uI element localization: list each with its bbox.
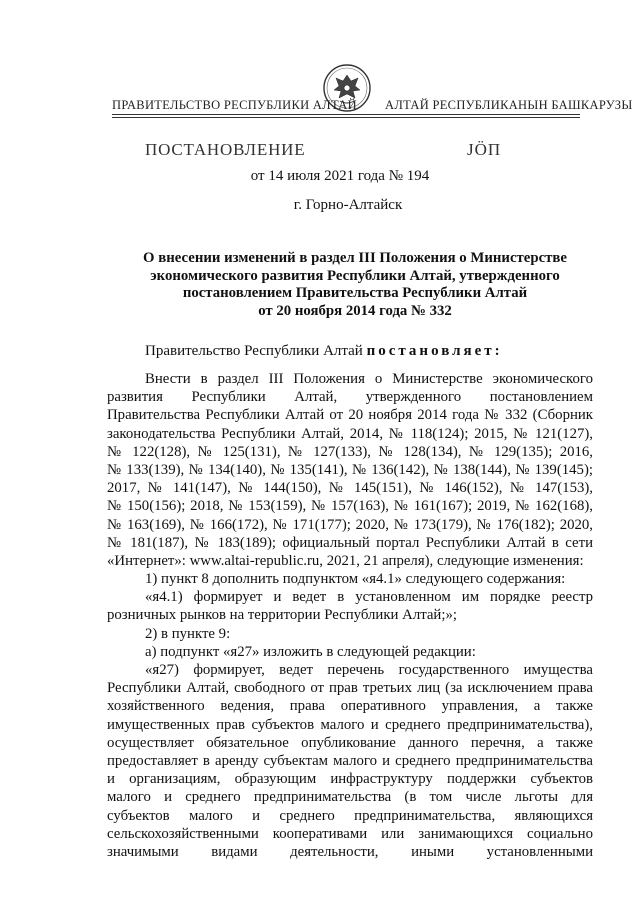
header-rule (112, 114, 580, 115)
document-body (107, 370, 593, 861)
doc-type-ru: ПОСТАНОВЛЕНИЕ (145, 140, 306, 159)
doc-type-alt: ЈӦП (467, 140, 502, 159)
title-line: постановлением Правительства Республики Алтай (182, 285, 528, 301)
body-line: розничных рынков на территории Республики Алтай;»; (107, 607, 457, 624)
document-date-number: от 14 июля 2021 года № 194 (250, 168, 430, 184)
body-line: а) подпункт «я27» изложить в следующей редакции: (145, 643, 476, 660)
resolution-statement (145, 343, 503, 360)
body-line: № 181(187), № 183(189); официальный портал Республики Алтай в сети (107, 534, 593, 551)
government-name-ru: ПРАВИТЕЛЬСТВО РЕСПУБЛИКИ АЛТАЙ (112, 98, 357, 112)
body-line: № 163(169), № 166(172), № 171(177); 2020, № 173(179), № 176(182); 2020, (107, 516, 593, 533)
body-line: № 122(128), № 125(131), № 127(133), № 128(134), № 129(135); 2016, (107, 443, 593, 460)
body-line: имущественных прав субъектов малого и среднего предпринимательства), (107, 716, 593, 733)
body-line: 2) в пункте 9: (145, 625, 231, 642)
body-line: законодательства Республики Алтай, 2014, № 118(124); 2015, № 121(127), (107, 425, 593, 442)
body-line: 2017, № 141(147), № 144(150), № 145(151), № 146(152), № 147(153), (107, 480, 593, 497)
body-line: Правительства Республики Алтай от 20 ноября 2014 года № 332 (Сборник (107, 407, 593, 424)
body-line: Республики Алтай, свободного от прав третьих лиц (за исключением права (107, 680, 593, 697)
body-line: № 133(139), № 134(140), № 135(141), № 136(142), № 138(144), № 139(145); (107, 461, 593, 478)
body-line: осуществляет обязательное опубликование данного перечня, а также (107, 734, 593, 751)
document-title (100, 250, 610, 320)
header-rule (112, 117, 580, 118)
government-name-alt: АЛТАЙ РЕСПУБЛИКАНЫН БАШКАРУЗЫ (385, 98, 633, 112)
body-line: Внести в раздел III Положения о Министерстве экономического (145, 371, 593, 387)
body-line: субъектов малого и среднего предпринимательства, являющихся (107, 807, 593, 824)
body-line: «я4.1) формирует и ведет в установленном им порядке реестр (145, 589, 593, 606)
resolution-verb: постановляет: (366, 343, 503, 359)
body-line: «Интернет»: www.altai-republic.ru, 2021, 21 апреля), следующие изменения: (107, 552, 584, 569)
title-line: от 20 ноября 2014 года № 332 (258, 302, 452, 319)
body-line: № 150(156); 2018, № 153(159), № 157(163), № 161(167); 2019, № 162(168), (107, 498, 593, 515)
body-line: хозяйственного ведения, права оперативного управления, а также (107, 698, 593, 715)
body-line: сельскохозяйственными кооперативами или занимающихся социально (107, 825, 593, 842)
title-line: экономического развития Республики Алтай, утвержденного (150, 267, 560, 284)
body-line: «я27) формирует, ведет перечень государственного имущества (145, 662, 593, 678)
body-line: значимыми видами деятельности, иными установленными (107, 843, 593, 860)
resolution-prefix: Правительство Республики Алтай (145, 343, 367, 359)
document-city: г. Горно-Алтайск (293, 197, 403, 213)
title-line: О внесении изменений в раздел III Положения о Министерстве (143, 250, 567, 266)
body-line: развития Республики Алтай, утвержденного постановлением (107, 389, 593, 406)
body-line: предоставляет в аренду субъектам малого и среднего предпринимательства (107, 752, 593, 769)
body-line: и организациям, образующим инфраструктуру поддержки субъектов (107, 771, 593, 788)
body-line: 1) пункт 8 дополнить подпунктом «я4.1» следующего содержания: (145, 571, 566, 588)
body-line: малого и среднего предпринимательства (в том числе льготы для (107, 789, 593, 806)
